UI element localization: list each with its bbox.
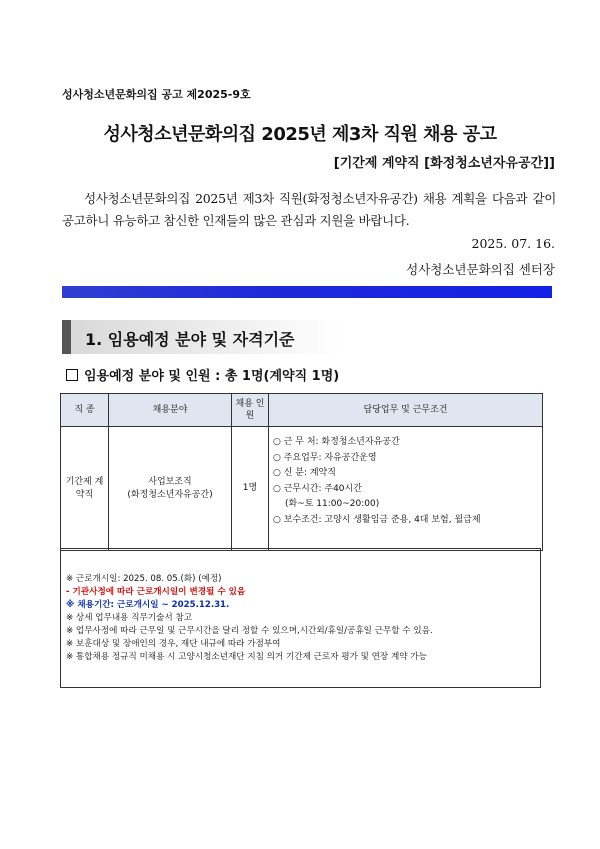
- note-line: ※ 통합채용 정규직 미채용 시 고양시청소년재단 지침 의거 기간제 근로자 평가 및 연장 계약 가능: [66, 652, 427, 662]
- cell-field: [109, 427, 232, 551]
- recruitment-table: [60, 393, 543, 551]
- page-subtitle: [기간제 계약직 [화정청소년자유공간]]: [333, 156, 555, 171]
- note-line: ※ 상세 업무내용 직무기술서 참고: [66, 613, 193, 623]
- table-row: [61, 427, 543, 551]
- note-line: ※ 근로개시일: 2025. 08. 05.(화) (예정): [66, 574, 222, 584]
- note-line: ※ 보훈대상 및 장애인의 경우, 재단 내규에 따라 가점부여: [66, 639, 281, 649]
- duty-line: (화~토 11:00~20:00): [285, 499, 380, 509]
- cell-duties: [269, 427, 543, 551]
- cell-count: 1명: [232, 427, 269, 551]
- duty-line: ○ 근무시간: 주40시간: [273, 483, 362, 494]
- section-title: 1. 임용예정 분야 및 자격기준: [85, 330, 295, 349]
- header-field: 채용분야: [109, 394, 232, 427]
- header-duties: 담당업무 및 근무조건: [269, 394, 543, 427]
- cell-job-type: 기간제 계약직: [61, 427, 109, 551]
- subheading-text: 임용예정 분야 및 인원 : 총 1명(계약직 1명): [84, 369, 340, 384]
- checkbox-square-icon: [66, 369, 78, 381]
- subheading: [66, 365, 339, 384]
- duty-line: ○ 주요업무: 자유공간운영: [273, 452, 377, 463]
- issuing-organization: 성사청소년문화의집 센터장: [406, 262, 555, 277]
- page-title: 성사청소년문화의집 2025년 제3차 직원 채용 공고: [103, 124, 497, 145]
- notes-box: [60, 548, 541, 688]
- field-line1: 사업보조직: [148, 476, 192, 487]
- note-line-period: ※ 채용기간: 근로개시일 ~ 2025.12.31.: [66, 600, 230, 610]
- section-marker: [62, 320, 71, 354]
- field-line2: (화정청소년자유공간): [127, 489, 213, 500]
- announcement-date: 2025. 07. 16.: [471, 236, 555, 251]
- note-line: ※ 업무사정에 따라 근무일 및 근무시간을 달리 정할 수 있으며,시간외/휴일/공휴일 근무할 수 있음.: [66, 626, 433, 636]
- duty-line: ○ 근 무 처: 화정청소년자유공간: [273, 437, 400, 447]
- notice-number: 성사청소년문화의집 공고 제2025-9호: [62, 88, 251, 101]
- duty-line: ○ 신 분: 계약직: [273, 468, 336, 478]
- table-header-row: [61, 394, 543, 427]
- header-count: 채용 인원: [232, 394, 269, 427]
- note-line-warning: - 기관사정에 따라 근로개시일이 변경될 수 있음: [66, 587, 246, 597]
- blue-divider-bar: [62, 286, 552, 298]
- duty-line: ○ 보수조건: 고양시 생활임금 준용, 4대 보험, 월급제: [273, 514, 481, 525]
- intro-paragraph: 성사청소년문화의집 2025년 제3차 직원(화정청소년자유공간) 채용 계획을 다음과 같이 공고하니 유능하고 참신한 인재들의 많은 관심과 지원을 바랍니다.: [62, 191, 556, 228]
- header-job-type: 직 종: [61, 394, 109, 427]
